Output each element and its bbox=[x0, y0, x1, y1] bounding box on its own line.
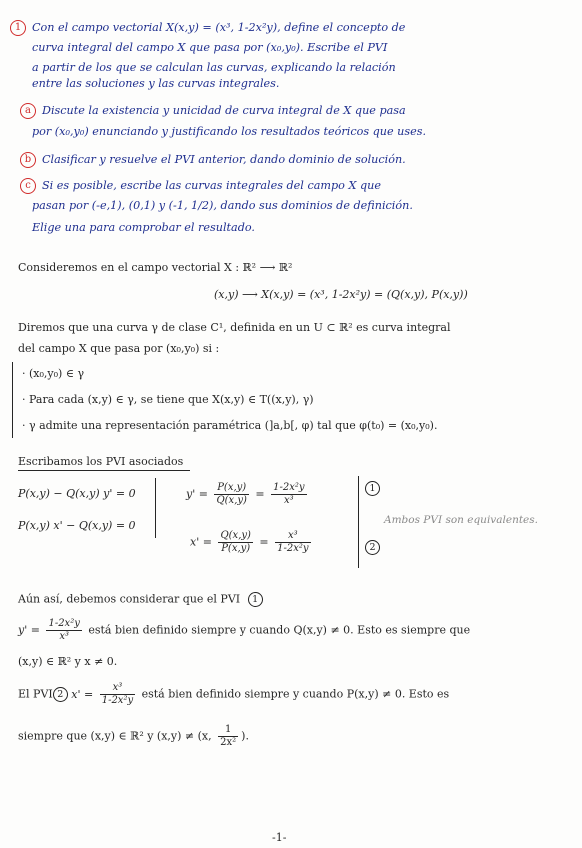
pvi-2-equation: x' = $\frac{Q(x,y)}{P(x,y)}$ = $\frac{\text{x³}}{\text{1-2x²y}}$ bbox=[190, 530, 309, 554]
condition-3: · γ admite una representación paramétrica (]a,b[, φ) tal que φ(t₀) = (x₀,y₀). bbox=[22, 419, 438, 432]
page-number: -1- bbox=[272, 831, 287, 844]
part-a-line-1: a Discute la existencia y unicidad de curva integral de X que pasa bbox=[20, 103, 406, 119]
equations-divider bbox=[155, 478, 156, 538]
pvi-heading-underline bbox=[18, 470, 190, 471]
analysis-pvi-1-line-3: (x,y) ∈ ℝ² y x ≠ 0. bbox=[18, 655, 118, 668]
field-map-line: (x,y) ⟶ X(x,y) = (x³, 1-2x²y) = (Q(x,y), P(x,y)) bbox=[214, 288, 468, 301]
definition-line-1: Diremos que una curva γ de clase C¹, definida en un U ⊂ ℝ² es curva integral bbox=[18, 321, 451, 334]
pvi-1-fraction-pq: $\frac{P(x,y)}{Q(x,y)}$ bbox=[216, 482, 247, 506]
definition-line-2: del campo X que pasa por (x₀,y₀) si : bbox=[18, 342, 220, 355]
solution-intro: Consideremos en el campo vectorial X : ℝ² ⟶ ℝ² bbox=[18, 261, 293, 274]
equivalence-note: Ambos PVI son equivalentes. bbox=[384, 514, 538, 526]
statement-line-4: entre las soluciones y las curvas integrales. bbox=[32, 77, 280, 90]
condition-1: · (x₀,y₀) ∈ γ bbox=[22, 367, 85, 380]
pvi-2-fraction-qp: $\frac{Q(x,y)}{P(x,y)}$ bbox=[220, 530, 251, 554]
implicit-eq-1: P(x,y) − Q(x,y) y' = 0 bbox=[18, 487, 136, 500]
statement-line-1: 1 Con el campo vectorial X(x,y) = (x³, 1-2x²y), define el concepto de bbox=[10, 20, 405, 36]
analysis-pvi-1-line-1: Aún así, debemos considerar que el PVI 1 bbox=[18, 592, 263, 607]
analysis-pvi-2-line-2: siempre que (x,y) ∈ ℝ² y (x,y) ≠ (x, $\frac{1}{\text{2x²}}$ ). bbox=[18, 724, 249, 748]
pvi-1-equation: y' = $\frac{P(x,y)}{Q(x,y)}$ = $\frac{\text{1-2x²y}}{\text{x³}}$ bbox=[186, 482, 305, 506]
part-b-line-1: b Clasificar y resuelve el PVI anterior, dando dominio de solución. bbox=[20, 152, 406, 168]
condition-2: · Para cada (x,y) ∈ γ, se tiene que X(x,y) ∈ T((x,y), γ) bbox=[22, 393, 314, 406]
pvi-system-bar bbox=[358, 476, 359, 568]
part-c-line-3: Elige una para comprobar el resultado. bbox=[32, 221, 255, 234]
pvi-1-tag: 1 bbox=[365, 481, 380, 496]
part-c-line-2: pasan por (-e,1), (0,1) y (-1, 1/2), dando sus dominios de definición. bbox=[32, 199, 413, 212]
conditions-brace bbox=[12, 362, 13, 438]
analysis-pvi-1-line-2: y' = $\frac{\text{1-2x²y}}{\text{x³}}$ está bien definido siempre y cuando Q(x,y) ≠ 0. Esto es siempre que bbox=[18, 618, 471, 642]
pvi-heading: Escribamos los PVI asociados bbox=[18, 455, 184, 468]
pvi-2-fraction-explicit: $\frac{\text{x³}}{\text{1-2x²y}}$ bbox=[277, 530, 309, 554]
part-a-line-2: por (x₀,y₀) enunciando y justificando los resultados teóricos que uses. bbox=[32, 125, 427, 138]
pvi-2-tag: 2 bbox=[365, 540, 380, 555]
analysis-pvi-2-line-1: El PVI 2 x' = $\frac{\text{x³}}{\text{1-2x²y}}$ está bien definido siempre y cuando P(x,y) ≠ 0. Esto es bbox=[18, 682, 450, 706]
part-c-circle: c bbox=[20, 178, 36, 194]
pvi-1-fraction-explicit: $\frac{\text{1-2x²y}}{\text{x³}}$ bbox=[273, 482, 305, 506]
statement-line-3: a partir de los que se calculan las curvas, explicando la relación bbox=[32, 61, 396, 74]
implicit-eq-2: P(x,y) x' − Q(x,y) = 0 bbox=[18, 519, 136, 532]
problem-number-circle: 1 bbox=[10, 20, 26, 36]
part-b-circle: b bbox=[20, 152, 36, 168]
part-c-line-1: c Si es posible, escribe las curvas integrales del campo X que bbox=[20, 178, 381, 194]
statement-line-2: curva integral del campo X que pasa por (x₀,y₀). Escribe el PVI bbox=[32, 41, 388, 54]
part-a-circle: a bbox=[20, 103, 36, 119]
